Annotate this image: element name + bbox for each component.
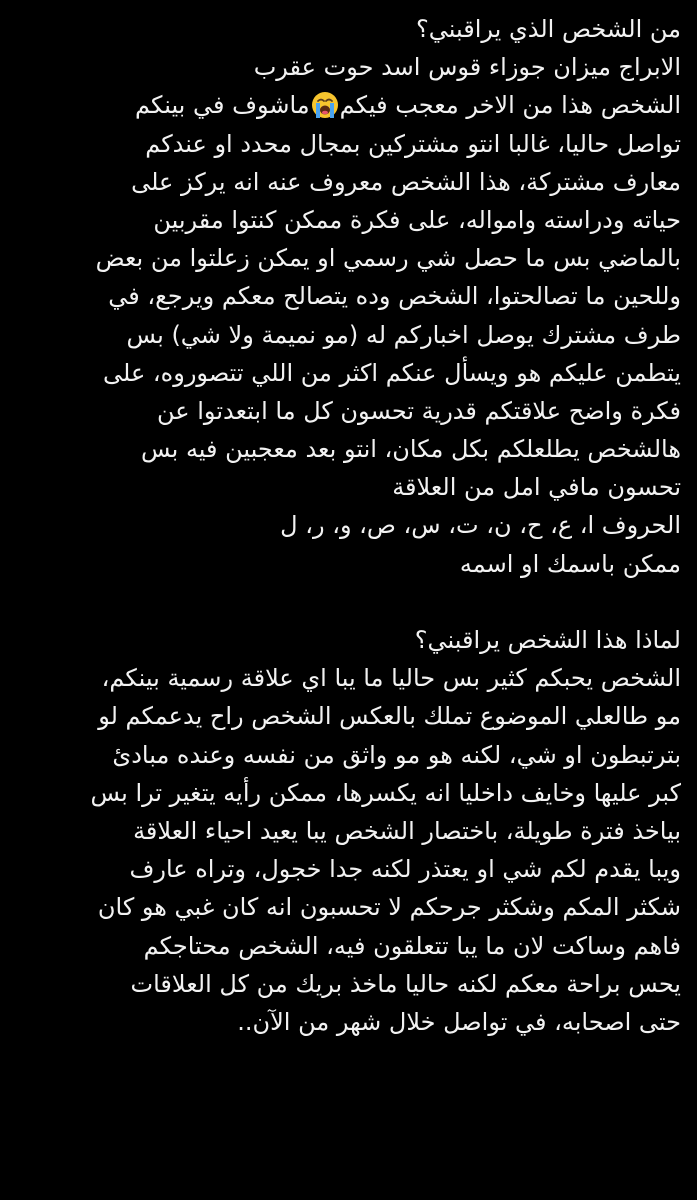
text-line: ويبا يقدم لكم شي او يعتذر لكنه جدا خجول، وتراه عارف	[129, 855, 681, 884]
letters-line: الحروف ا، ع، ح، ن، ت، س، ص، و، ر، ل	[280, 511, 681, 540]
blank-line	[28, 583, 681, 621]
text-line	[28, 86, 681, 124]
name-hint-line: ممكن باسمك او اسمه	[459, 549, 681, 578]
section2-title: لماذا هذا الشخص يراقبني؟	[414, 626, 681, 654]
text-line: مو طالعلي الموضوع تملك بالعكس الشخص راح يدعمكم لو	[98, 702, 681, 731]
text-line: بالماضي بس ما حصل شي رسمي او يمكن زعلتوا من بعض	[95, 244, 681, 273]
text-line: شكثر المكم وشكثر جرحكم لا تحسبون انه كان غبي هو كان	[97, 893, 681, 922]
text-line: فاهم وساكت لان ما يبا تتعلقون فيه، الشخص محتاجكم	[143, 931, 681, 960]
text-line: فكرة واضح علاقتكم قدرية تحسون كل ما ابتعدتوا عن	[157, 396, 681, 425]
section1-title: من الشخص الذي يراقبني؟	[416, 15, 681, 43]
text-segment: الشخص هذا من الاخر معجب فيكم	[339, 91, 681, 120]
text-line: وللحين ما تصالحتوا، الشخص وده يتصالح معكم ويرجع، في	[108, 282, 681, 311]
text-line: تحسون مافي امل من العلاقة	[392, 473, 681, 502]
text-line: هالشخص يطلعلكم بكل مكان، انتو بعد معجبين فيه بس	[141, 435, 681, 464]
text-line: حياته ودراسته وامواله، على فكرة ممكن كنتوا مقربين	[153, 205, 681, 234]
text-line: بترتبطون او شي، لكنه هو مو واثق من نفسه وعنده مبادئ	[112, 740, 681, 769]
zodiac-line: الابراج ميزان جوزاء قوس اسد حوت عقرب	[253, 53, 681, 82]
text-line: معارف مشتركة، هذا الشخص معروف عنه انه يركز على	[131, 167, 681, 196]
text-line: الشخص يحبكم كثير بس حاليا ما يبا اي علاقة رسمية بينكم،	[101, 664, 681, 693]
text-line: بياخذ فترة طويلة، باختصار الشخص يبا يعيد احياء العلاقة	[133, 816, 681, 845]
text-line: يتطمن عليكم هو ويسأل عنكم اكثر من اللي تتصوروه، على	[103, 358, 681, 387]
note-text-body	[28, 10, 681, 1041]
text-segment: ماشوف في بينكم	[134, 91, 310, 120]
loudly-crying-face-icon	[311, 91, 339, 119]
text-line: تواصل حاليا، غالبا انتو مشتركين بمجال محدد او عندكم	[145, 129, 681, 158]
text-line: حتى اصحابه، في تواصل خلال شهر من الآن..	[237, 1007, 681, 1036]
text-line: كبر عليها وخايف داخليا انه يكسرها، ممكن رأيه يتغير ترا بس	[90, 778, 681, 807]
text-line: طرف مشترك يوصل اخباركم له (مو نميمة ولا شي) بس	[126, 320, 681, 349]
text-line: يحس براحة معكم لكنه حاليا ماخذ بريك من كل العلاقات	[130, 969, 681, 998]
